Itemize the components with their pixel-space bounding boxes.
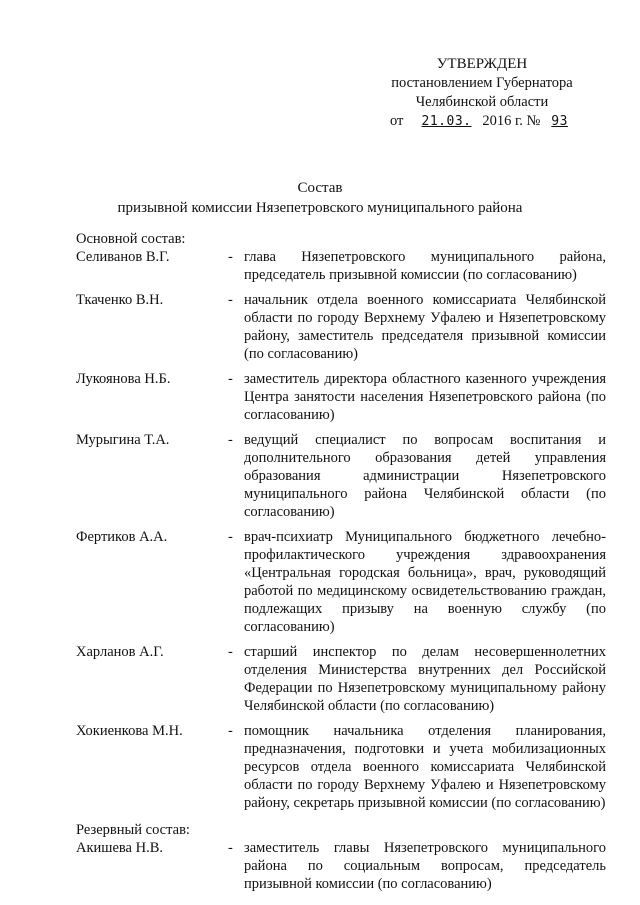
member-name: Фертиков А.А. bbox=[76, 529, 168, 545]
title-line-1: Состав bbox=[297, 180, 343, 196]
member-role: глава Нязепетровского муниципального района, председатель призывной комиссии (по согласованию) bbox=[244, 249, 606, 283]
title-line-2: призывной комиссии Нязепетровского муниципального района bbox=[117, 200, 523, 216]
member-name: Ткаченко В.Н. bbox=[76, 292, 164, 308]
date-year: 2016 г. № bbox=[482, 113, 541, 129]
date-prefix: от bbox=[390, 113, 404, 129]
member-role: врач-психиатр Муниципального бюджетного лечебно-профилактического учреждения здравоохранения «Центральная городская больница», врач, руководящий работой по медицинскому освидетельствованию граждан, подлежащих призыву на военную службу (по согласованию) bbox=[244, 529, 606, 635]
member-role: начальник отдела военного комиссариата Челябинской области по городу Верхнему Уфалею и Нязепетровскому району, заместитель председателя призывной комиссии (по согласованию) bbox=[244, 292, 606, 362]
member-role: помощник начальника отделения планирования, предназначения, подготовки и учета мобилизационных ресурсов отдела военного комиссариата Челябинской области по городу Верхнему Уфалею и Нязепетровскому району, секретарь призывной комиссии (по согласованию) bbox=[244, 723, 606, 811]
member-row bbox=[76, 248, 606, 284]
member-name: Хокиенкова М.Н. bbox=[76, 723, 183, 739]
approval-line-1: постановлением Губернатора bbox=[391, 75, 573, 91]
member-name: Селиванов В.Г. bbox=[76, 249, 170, 265]
member-dash: - bbox=[228, 723, 233, 739]
member-role: старший инспектор по делам несовершеннолетних отделения Министерства внутренних дел Российской Федерации по Нязепетровскому муниципальному району Челябинской области (по согласованию) bbox=[244, 644, 606, 714]
member-role: заместитель директора областного казенного учреждения Центра занятости населения Нязепетровского района (по согласованию) bbox=[244, 371, 606, 423]
member-dash: - bbox=[228, 529, 233, 545]
member-name: Мурыгина Т.А. bbox=[76, 432, 170, 448]
member-dash: - bbox=[228, 840, 233, 856]
member-name: Харланов А.Г. bbox=[76, 644, 164, 660]
member-row bbox=[76, 291, 606, 363]
member-name: Акишева Н.В. bbox=[76, 840, 163, 856]
date-value: 21.03. bbox=[421, 114, 472, 129]
member-dash: - bbox=[228, 432, 233, 448]
decree-number: 93 bbox=[551, 114, 568, 129]
member-role: заместитель главы Нязепетровского муниципального района по социальным вопросам, председатель призывной комиссии (по согласованию) bbox=[244, 840, 606, 892]
commission-list bbox=[76, 230, 606, 893]
approval-heading: УТВЕРЖДЕН bbox=[436, 56, 528, 72]
approval-date-line bbox=[372, 112, 592, 131]
member-name: Лукоянова Н.Б. bbox=[76, 371, 171, 387]
document-title bbox=[60, 178, 580, 218]
member-role: ведущий специалист по вопросам воспитания и дополнительного образования детей управления образования администрации Нязепетровского муниципального района Челябинской области (по согласованию) bbox=[244, 432, 606, 520]
approval-stamp bbox=[372, 55, 592, 131]
member-dash: - bbox=[228, 249, 233, 265]
member-dash: - bbox=[228, 292, 233, 308]
member-row bbox=[76, 431, 606, 521]
member-row bbox=[76, 839, 606, 893]
member-dash: - bbox=[228, 644, 233, 660]
member-row bbox=[76, 370, 606, 424]
reserve-section-label: Резервный состав: bbox=[76, 822, 190, 838]
approval-line-2: Челябинской области bbox=[415, 94, 549, 110]
member-row bbox=[76, 722, 606, 812]
main-section-label: Основной состав: bbox=[76, 231, 186, 247]
member-row bbox=[76, 528, 606, 636]
member-dash: - bbox=[228, 371, 233, 387]
member-row bbox=[76, 643, 606, 715]
